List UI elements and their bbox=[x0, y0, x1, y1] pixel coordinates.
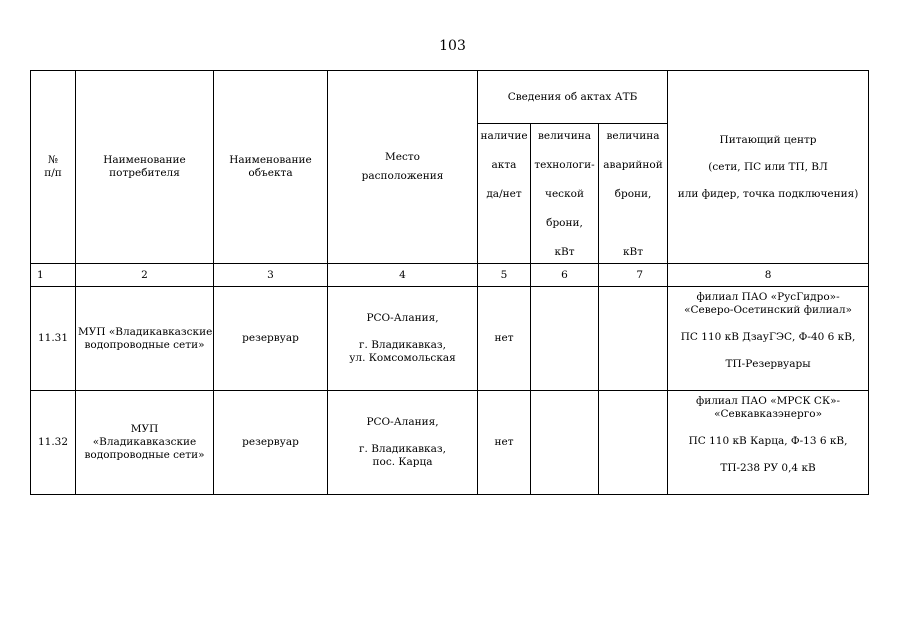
header-num-line-1: № bbox=[48, 154, 58, 166]
header-num-cell bbox=[31, 71, 76, 264]
row-location-line-2: г. Владикавказ, bbox=[359, 443, 446, 455]
header-tech-line-4: брони, bbox=[546, 217, 583, 229]
header-atb-group-cell bbox=[478, 71, 668, 124]
column-number-row bbox=[31, 264, 869, 287]
row-center-line-1: филиал ПАО «РусГидро»- bbox=[696, 291, 840, 303]
row-center-line-3: ПС 110 кВ ДзауГЭС, Ф-40 6 кВ, bbox=[680, 331, 856, 343]
header-tech-line-5: кВт bbox=[554, 246, 575, 258]
header-consumer-line-2: потребителя bbox=[109, 167, 180, 179]
header-consumer-cell bbox=[76, 71, 214, 264]
header-location-cell bbox=[328, 71, 478, 264]
column-number-4: 4 bbox=[328, 264, 478, 287]
row-object: резервуар bbox=[214, 391, 328, 495]
row-num: 11.32 bbox=[31, 391, 76, 495]
page-number: 103 bbox=[439, 38, 466, 54]
header-emerg-line-1: величина bbox=[606, 130, 660, 142]
row-center-line-3: ПС 110 кВ Карца, Ф-13 6 кВ, bbox=[688, 435, 848, 447]
header-tech-line-3: ческой bbox=[545, 188, 584, 200]
column-number-1: 1 bbox=[31, 264, 76, 287]
row-location bbox=[328, 287, 478, 391]
row-center bbox=[668, 391, 869, 495]
row-emerg bbox=[599, 287, 668, 391]
header-atb-group: Сведения об актах АТБ bbox=[507, 90, 638, 103]
row-center-line-4: ТП-Резервуары bbox=[725, 358, 811, 370]
table-row bbox=[31, 287, 869, 391]
header-consumer-line-1: Наименование bbox=[103, 154, 186, 166]
table-row bbox=[31, 391, 869, 495]
atb-table bbox=[30, 70, 869, 495]
header-tech-cell bbox=[531, 124, 599, 264]
row-center-line-2: «Северо-Осетинский филиал» bbox=[684, 304, 852, 316]
row-location-line-1: РСО-Алания, bbox=[366, 312, 439, 324]
row-center bbox=[668, 287, 869, 391]
header-act-line-1: наличие bbox=[480, 130, 528, 142]
header-center-line-2: (сети, ПС или ТП, ВЛ bbox=[708, 160, 828, 173]
row-tech bbox=[531, 287, 599, 391]
header-act-line-2: акта bbox=[491, 159, 517, 171]
column-number-2: 2 bbox=[76, 264, 214, 287]
row-location bbox=[328, 391, 478, 495]
header-location-line-2: расположения bbox=[361, 170, 444, 182]
header-object-line-1: Наименование bbox=[229, 154, 312, 166]
header-object-cell bbox=[214, 71, 328, 264]
row-num: 11.31 bbox=[31, 287, 76, 391]
row-act: нет bbox=[478, 391, 531, 495]
row-object: резервуар bbox=[214, 287, 328, 391]
row-center-line-1: филиал ПАО «МРСК СК»- bbox=[695, 395, 841, 407]
row-center-line-2: «Севкавказэнерго» bbox=[714, 408, 822, 420]
row-consumer-line-1: МУП «Владикавказские bbox=[78, 325, 213, 338]
header-num-line-2: п/п bbox=[44, 167, 62, 179]
header-tech-line-2: технологи- bbox=[534, 159, 595, 171]
header-center-cell bbox=[668, 71, 869, 264]
row-location-line-1: РСО-Алания, bbox=[366, 416, 439, 428]
header-emerg-line-3: брони, bbox=[614, 188, 652, 200]
header-tech-line-1: величина bbox=[538, 130, 591, 142]
header-center-line-3: или фидер, точка подключения) bbox=[677, 187, 859, 200]
row-consumer bbox=[76, 287, 214, 391]
row-consumer-line-3: водопроводные сети» bbox=[84, 449, 205, 461]
row-location-line-2: г. Владикавказ, bbox=[359, 339, 446, 351]
row-act: нет bbox=[478, 287, 531, 391]
header-act-cell bbox=[478, 124, 531, 264]
header-act-line-3: да/нет bbox=[486, 188, 522, 200]
row-location-line-3: пос. Карца bbox=[372, 456, 433, 468]
row-emerg bbox=[599, 391, 668, 495]
header-emerg-line-2: аварийной bbox=[603, 159, 663, 171]
row-location-line-3: ул. Комсомольская bbox=[349, 352, 456, 364]
row-consumer-line-1: МУП bbox=[130, 423, 159, 435]
row-center-line-4: ТП-238 РУ 0,4 кВ bbox=[720, 462, 816, 474]
header-emerg-line-4: кВт bbox=[622, 246, 644, 258]
header-center-line-1: Питающий центр bbox=[719, 133, 817, 146]
column-number-3: 3 bbox=[214, 264, 328, 287]
row-tech bbox=[531, 391, 599, 495]
column-number-6: 6 bbox=[531, 264, 599, 287]
column-number-8: 8 bbox=[668, 264, 869, 287]
column-number-7: 7 bbox=[599, 264, 668, 287]
header-object-line-2: объекта bbox=[248, 167, 293, 179]
column-number-5: 5 bbox=[478, 264, 531, 287]
row-consumer-line-2: «Владикавказские bbox=[92, 436, 197, 448]
row-consumer bbox=[76, 391, 214, 495]
header-row-1 bbox=[31, 71, 869, 124]
header-emerg-cell bbox=[599, 124, 668, 264]
row-consumer-line-2: водопроводные сети» bbox=[84, 338, 205, 351]
header-location-line-1: Место bbox=[385, 151, 420, 163]
